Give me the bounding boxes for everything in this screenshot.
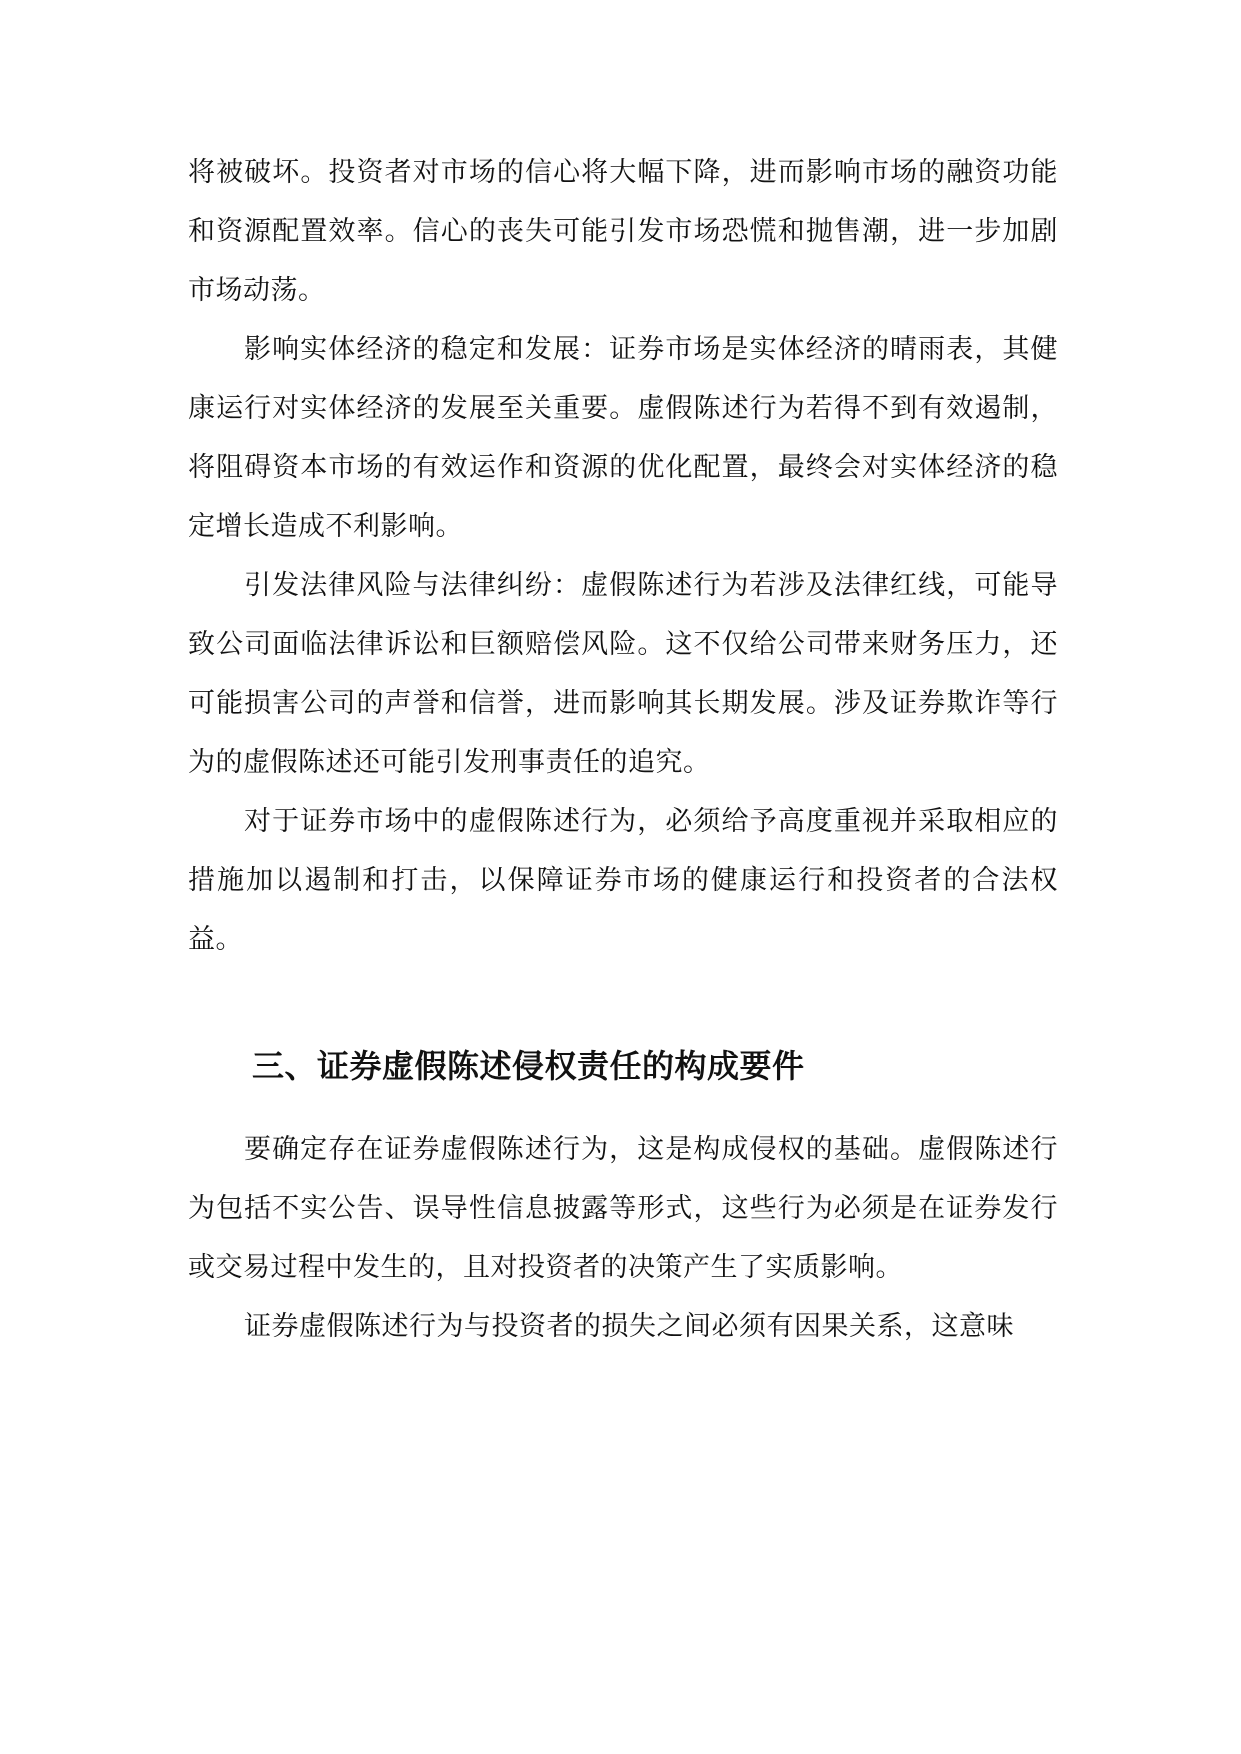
paragraph-continued: 将被破坏。投资者对市场的信心将大幅下降，进而影响市场的融资功能和资源配置效率。信心的丧失可能引发市场恐慌和抛售潮，进一步加剧市场动荡。 — [188, 157, 1058, 306]
paragraph-real-economy: 影响实体经济的稳定和发展：证券市场是实体经济的晴雨表，其健康运行对实体经济的发展至关重要。虚假陈述行为若得不到有效遏制，将阻碍资本市场的有效运作和资源的优化配置，最终会对实体经济的稳定增长造成不利影响。 — [188, 334, 1058, 542]
document-body — [188, 143, 1058, 1356]
paragraph-causation: 证券虚假陈述行为与投资者的损失之间必须有因果关系，这意味 — [244, 1311, 1014, 1342]
paragraph-legal-risk: 引发法律风险与法律纠纷：虚假陈述行为若涉及法律红线，可能导致公司面临法律诉讼和巨额赔偿风险。这不仅给公司带来财务压力，还可能损害公司的声誉和信誉，进而影响其长期发展。涉及证券欺诈等行为的虚假陈述还可能引发刑事责任的追究。 — [188, 570, 1058, 778]
paragraph-false-statement: 要确定存在证券虚假陈述行为，这是构成侵权的基础。虚假陈述行为包括不实公告、误导性信息披露等形式，这些行为必须是在证券发行或交易过程中发生的，且对投资者的决策产生了实质影响。 — [188, 1134, 1058, 1283]
section-heading: 三、证券虚假陈述侵权责任的构成要件 — [252, 1047, 805, 1085]
paragraph-conclusion: 对于证券市场中的虚假陈述行为，必须给予高度重视并采取相应的措施加以遏制和打击，以保障证券市场的健康运行和投资者的合法权益。 — [188, 806, 1058, 955]
